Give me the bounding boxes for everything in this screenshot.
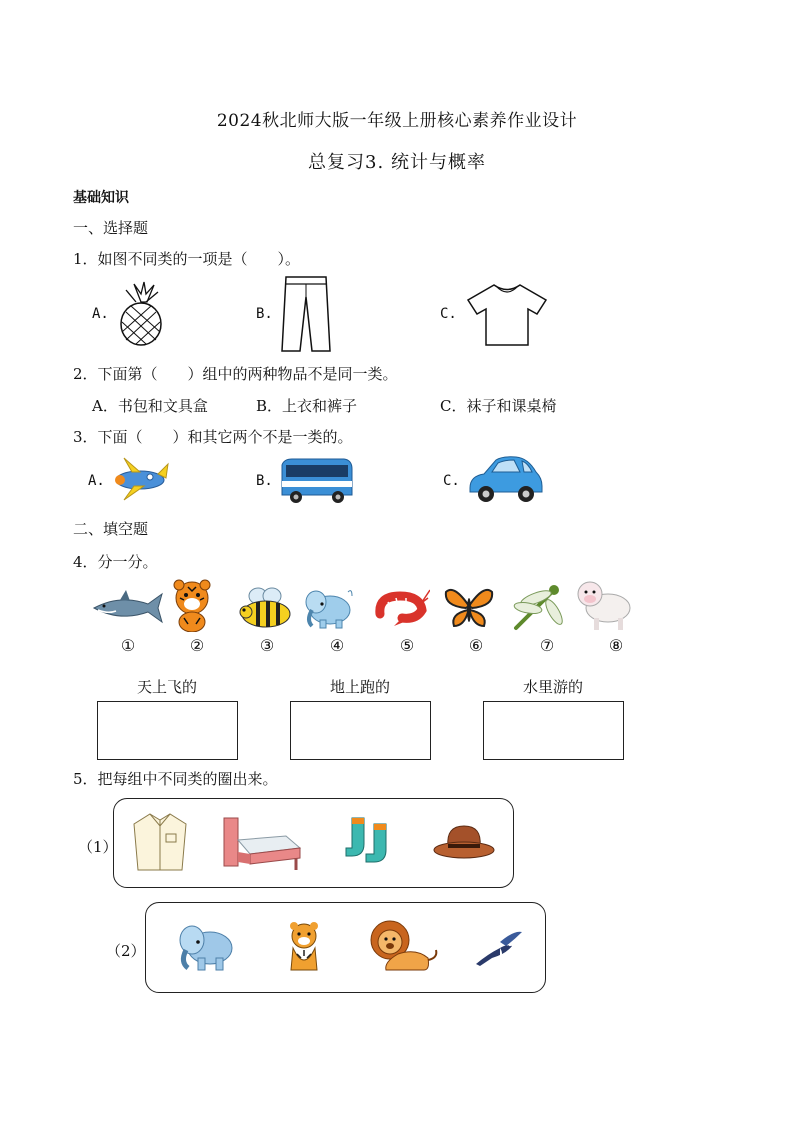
elephant-icon (302, 586, 354, 630)
tiger-icon (168, 578, 216, 632)
question-2: 2．下面第（ ）组中的两种物品不是同一类。 (73, 365, 398, 383)
butterfly-icon (444, 586, 494, 630)
animal-number-4: ④ (329, 636, 345, 655)
animal-number-6: ⑥ (468, 636, 484, 655)
group-1-label: （1） (78, 838, 118, 856)
group2-elephant-icon[interactable] (176, 920, 238, 972)
bed-icon[interactable] (220, 814, 304, 872)
shrimp-icon (372, 588, 430, 628)
answer-box-fly[interactable] (97, 701, 238, 760)
animal-number-8: ⑧ (608, 636, 624, 655)
animal-number-7: ⑦ (539, 636, 555, 655)
q3-option-b[interactable]: B. (256, 473, 273, 489)
q1-option-c[interactable]: C. (440, 306, 457, 322)
question-4: 4．分一分。 (73, 553, 158, 571)
group-label-swim: 水里游的 (522, 678, 583, 696)
group-label-fly: 天上飞的 (136, 678, 197, 696)
dragonfly-icon (506, 584, 566, 634)
page-title: 2024秋北师大版一年级上册核心素养作业设计 (216, 111, 578, 131)
shirt-icon[interactable] (132, 812, 188, 872)
bee-icon (234, 586, 294, 630)
swallow-icon[interactable] (470, 928, 524, 968)
sheep-icon (574, 578, 636, 632)
q1-option-a[interactable]: A. (92, 306, 109, 322)
q1-option-b[interactable]: B. (256, 306, 273, 322)
q2-option-c[interactable]: C．袜子和课桌椅 (440, 397, 557, 415)
socks-icon[interactable] (344, 816, 396, 866)
hat-icon[interactable] (432, 822, 496, 864)
page-subtitle: 总复习3. 统计与概率 (308, 152, 486, 173)
animal-number-1: ① (120, 636, 136, 655)
pineapple-icon (116, 280, 166, 346)
airplane-icon (110, 456, 172, 502)
trousers-icon (280, 275, 332, 353)
car-icon (466, 454, 544, 504)
answer-box-run[interactable] (290, 701, 431, 760)
animal-number-2: ② (189, 636, 205, 655)
q2-option-a[interactable]: A．书包和文具盒 (92, 397, 208, 415)
group2-tiger-icon[interactable] (283, 920, 325, 972)
question-1: 1．如图不同类的一项是（ ）。 (73, 250, 301, 268)
q3-option-a[interactable]: A. (88, 473, 105, 489)
q2-option-b[interactable]: B．上衣和裤子 (256, 397, 358, 415)
group-label-run: 地上跑的 (329, 678, 390, 696)
group-2-label: （2） (106, 942, 146, 960)
animal-number-3: ③ (259, 636, 275, 655)
section-choice: 一、选择题 (73, 219, 149, 237)
question-5: 5．把每组中不同类的圈出来。 (73, 770, 278, 788)
tshirt-icon (466, 282, 548, 348)
lion-icon[interactable] (368, 918, 440, 974)
bus-icon (278, 457, 354, 505)
section-basic: 基础知识 (73, 190, 129, 206)
q3-option-c[interactable]: C. (443, 473, 460, 489)
section-fill: 二、填空题 (73, 520, 149, 538)
shark-icon (90, 590, 166, 628)
answer-box-swim[interactable] (483, 701, 624, 760)
animal-number-5: ⑤ (399, 636, 415, 655)
question-3: 3．下面（ ）和其它两个不是一类的。 (73, 428, 353, 446)
